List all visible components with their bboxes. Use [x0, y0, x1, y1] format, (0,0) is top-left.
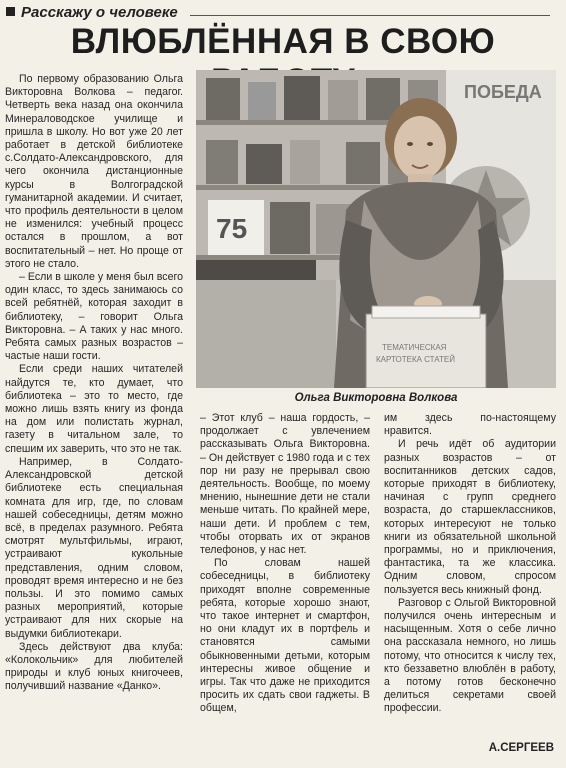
article-column-2	[200, 412, 370, 752]
article-photo	[196, 70, 556, 388]
paragraph: Здесь действуют два клуба: «Колокольчик» для любителей природы и клуб юных книгочеев, получивший название «Данко».	[5, 640, 183, 693]
paragraph: – Этот клуб – наша гордость, – продолжает с увлечением рассказывать Ольга Викторовна. – Он действует с 1980 года и с тех пор ни разу не прерывал свою деятельность. Вообще, по моему мнению, нынешние дети не стали меньше читать. По крайней мере, наши дети. И проблем с тем, чтобы оторвать их от экранов телефонов, у нас нет.	[200, 412, 370, 557]
svg-text:ПОБЕДА: ПОБЕДА	[464, 82, 542, 102]
rubric-header	[6, 4, 178, 21]
paragraph: – Если в школе у меня был всего один класс, то здесь занимаюсь со всей ребятнёй, которая заходит в библиотеку, – говорит Ольга Викторовна. – А таких у нас много. Ребята самых разных возрастов – частые наши гости.	[5, 271, 183, 363]
paragraph: Например, в Солдато-Александровской детской библиотеке есть специальная комната для игр, где, по словам нашей собеседницы, детям можно всё, в пределах разумного. Ребята смотрят мультфильмы, играют, устраивают кукольные представления, одним словом, проводят время интересно и не без пользы. И это помимо самых разных мероприятий, которые устраивают для них скорые на выдумки библиотекари.	[5, 455, 183, 640]
article-column-3	[384, 412, 556, 742]
librarian-photo-illustration	[196, 70, 556, 388]
svg-text:ТЕМАТИЧЕСКАЯ: ТЕМАТИЧЕСКАЯ	[382, 343, 447, 352]
svg-text:75: 75	[216, 213, 248, 244]
article-title: ВЛЮБЛЁННАЯ В СВОЮ	[70, 22, 496, 61]
article-column-1	[5, 73, 183, 743]
paragraph: Разговор с Ольгой Викторовной получился очень интересным и насыщенным. Хотя о себе лично она рассказала немного, но лишь потому, что относится к числу тех, кто беззаветно влюблён в работу, а потому готов бесконечно делиться секретами своей профессии.	[384, 596, 556, 715]
paragraph: им здесь по-настоящему нравится.	[384, 412, 556, 438]
article-author: А.СЕРГЕЕВ	[488, 742, 554, 754]
photo-caption: Ольга Викторовна Волкова	[294, 392, 458, 404]
square-bullet-icon	[6, 7, 15, 16]
paragraph: Если среди наших читателей найдутся те, кто думает, что библиотека – это то место, где можно лишь взять книгу из фонда на дом или полистать журнал, газету в читальном зале, то спешим их заверить, что это не так.	[5, 363, 183, 455]
paragraph: И речь идёт об аудитории разных возрастов – от воспитанников детских садов, которые приходят в библиотеку, начиная с групп среднего возраста, до старшеклассников, которых интересуют не только книги из обязательной школьной программы, но и приключения, фантастика, та же классика. Одним словом, спросом пользуется весь книжный фонд.	[384, 438, 556, 596]
rubric-divider	[190, 15, 550, 16]
rubric-label: Расскажу о человеке	[21, 4, 178, 21]
paragraph: По словам нашей собеседницы, в библиотеку приходят вполне современные ребята, которые хорошо знают, что такое интернет и смартфон, но они кладут их в портфель и становятся самыми обыкновенными детьми, которым интересны живое общение и игры. Так что даже не приходится просить их сдать свои гаджеты. В общем,	[200, 557, 370, 715]
svg-text:КАРТОТЕКА СТАТЕЙ: КАРТОТЕКА СТАТЕЙ	[376, 355, 455, 364]
paragraph: По первому образованию Ольга Викторовна Волкова – педагог. Четверть века назад она окончила Минераловодское училище и пришла в школу. Но вот уже 20 лет работает в детской библиотеке с.Солдато-Александровского, для чего окончила дистанционные курсы в Волгоградской гуманитарной академии. И считает, что профиль деятельности в целом не изменился: учебный процесс остался в прошлом, а вот воспитательный – нет. Но проще от этого не стало.	[5, 73, 183, 270]
